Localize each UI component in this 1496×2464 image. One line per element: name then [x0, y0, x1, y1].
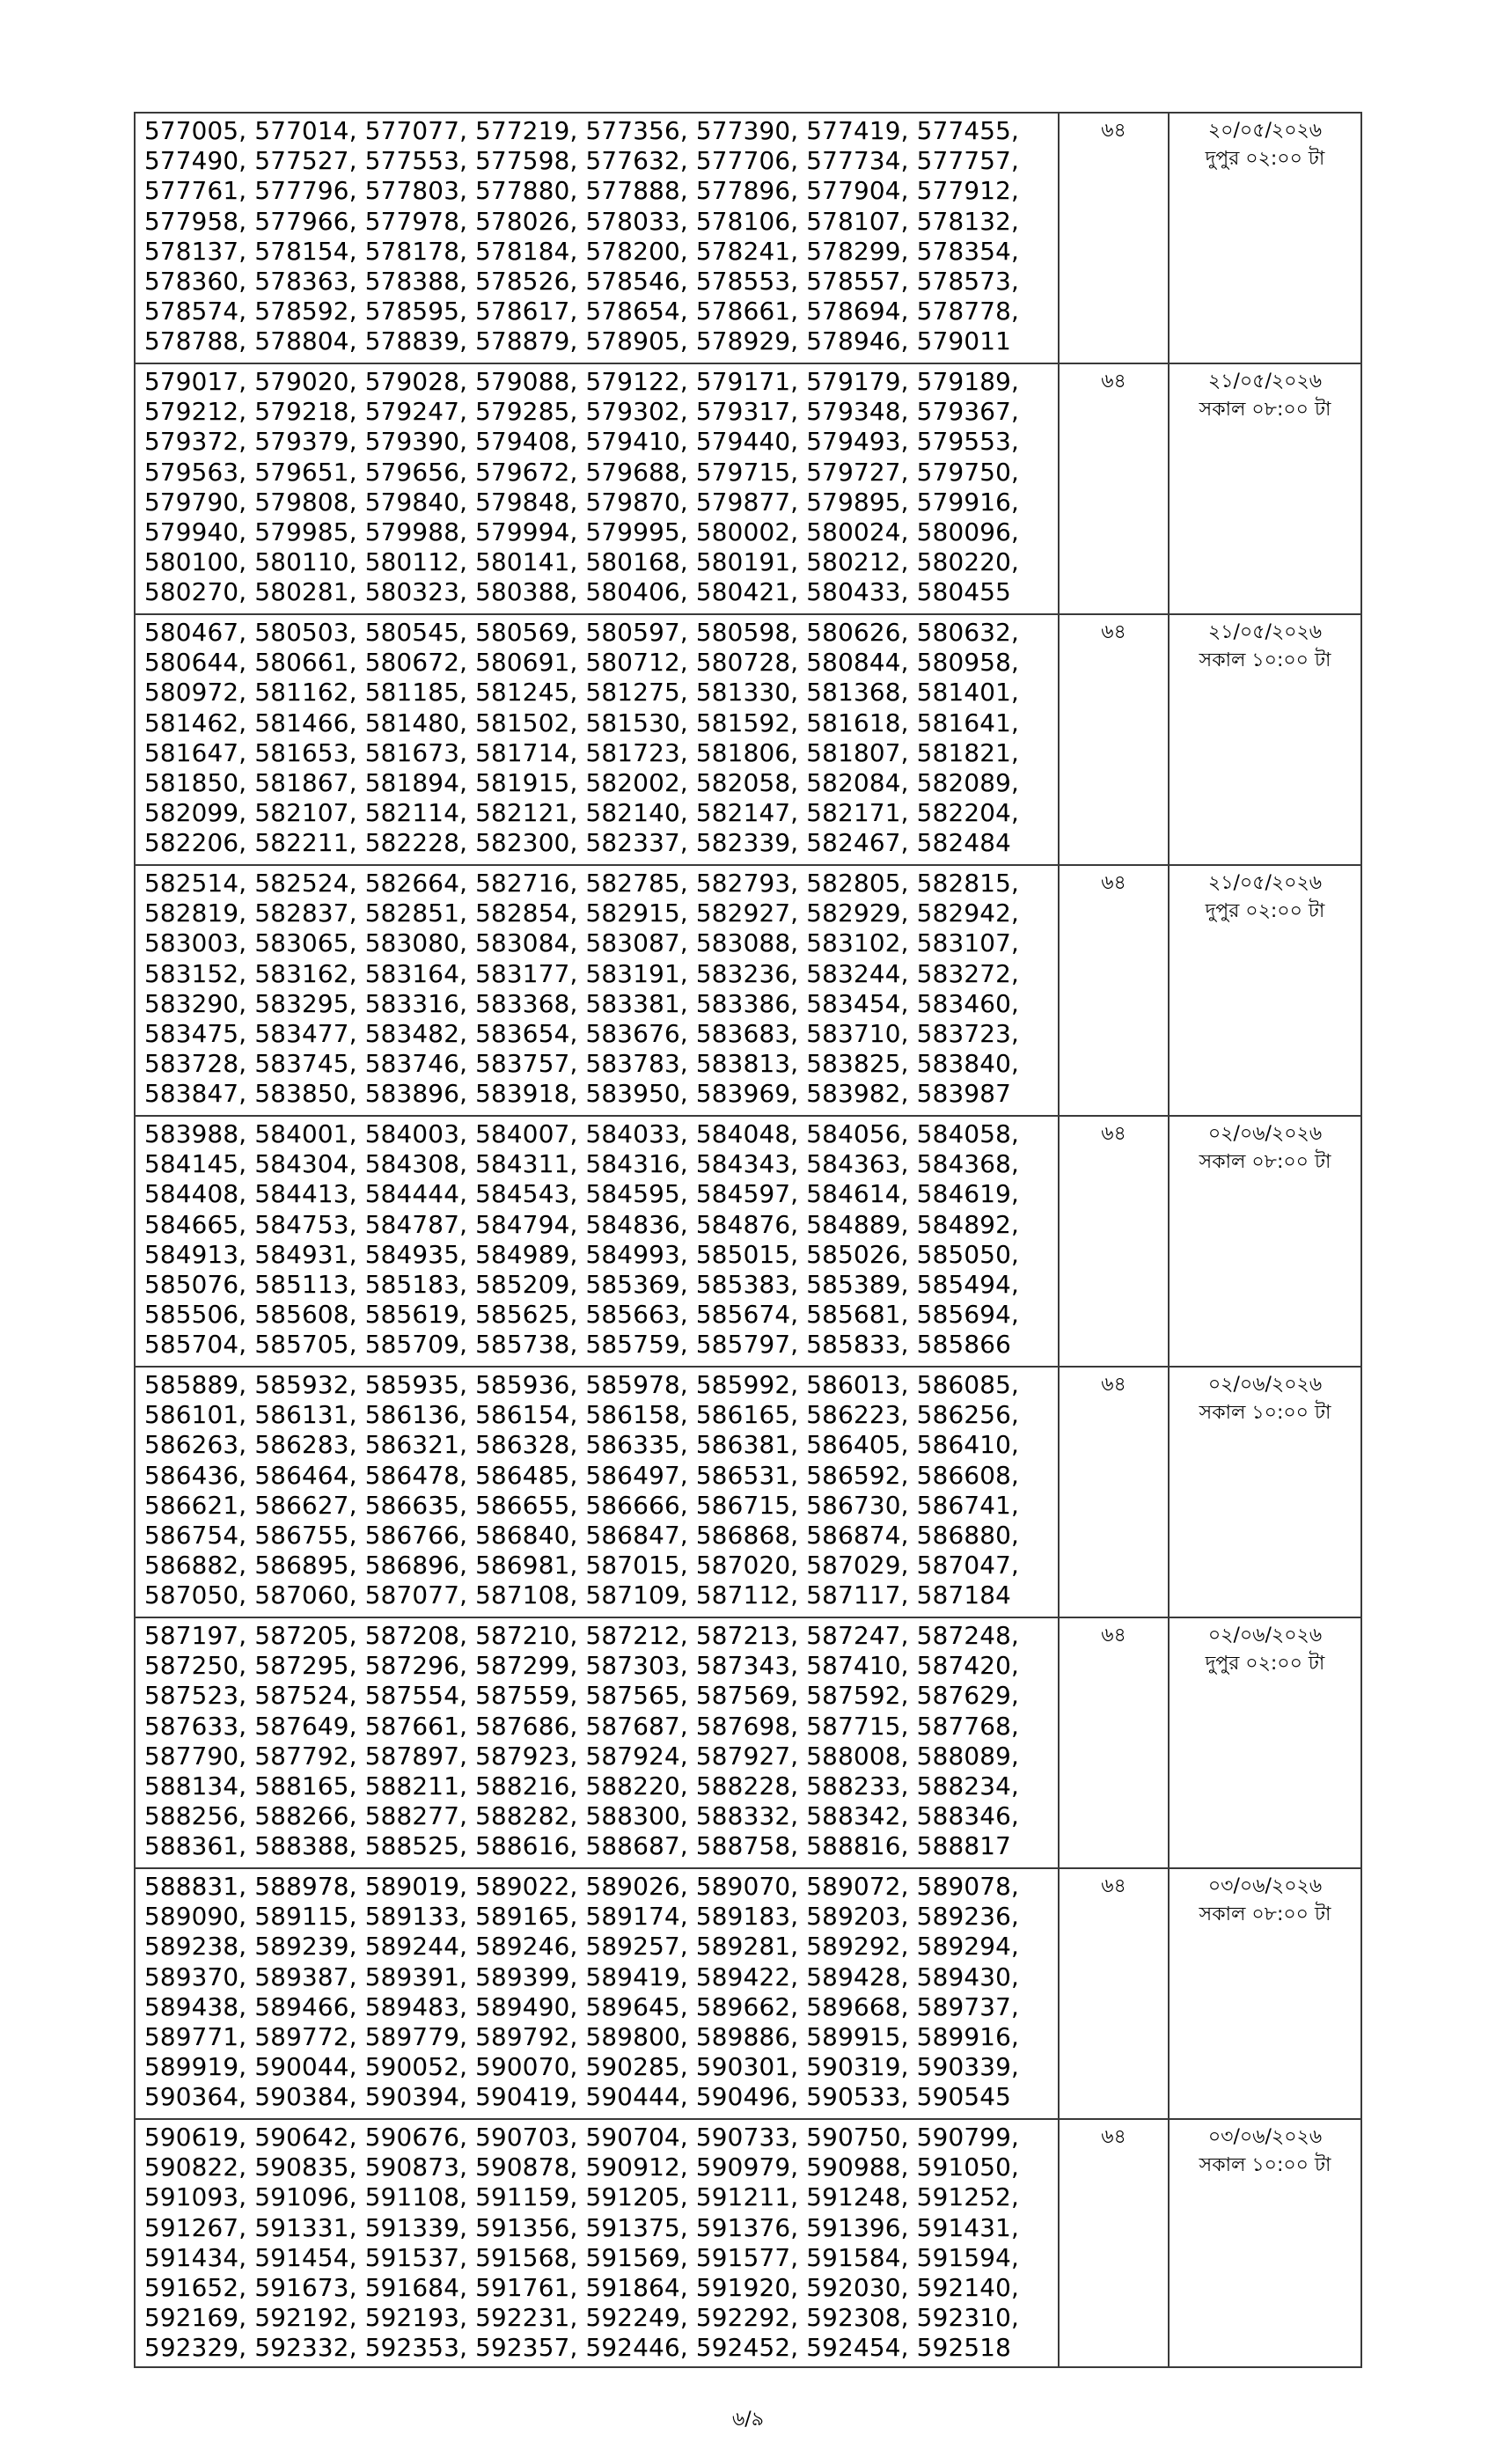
- roll-numbers-cell: [135, 1617, 1059, 1868]
- roll-numbers-cell: [135, 1868, 1059, 2119]
- datetime-cell: [1169, 113, 1361, 363]
- table-row: [135, 1868, 1361, 2119]
- count-cell: [1059, 113, 1169, 363]
- exam-time: সকাল ১০:০০ টা: [1199, 2154, 1331, 2176]
- exam-date: ০২/০৬/২০২৬: [1207, 1123, 1323, 1145]
- datetime-cell: [1169, 614, 1361, 865]
- table-row: [135, 1116, 1361, 1367]
- exam-date: ২১/০৫/২০২৬: [1207, 621, 1323, 643]
- table-row: [135, 614, 1361, 865]
- roll-numbers: 579017, 579020, 579028, 579088, 579122, 579171, 579179, 579189, 579212, 579218, 579247, 579285, 579302, 579317, 579348, 579367, 579372, 579379, 579390, 579408, 579410, 579440, 579493, 579553, 579563, 579651, 579656, 579672, 579688, 579715, 579727, 579750, 579790, 579808, 579840, 579848, 579870, 579877, 579895, 579916, 579940, 579985, 579988, 579994, 579995, 580002, 580024, 580096, 580100, 580110, 580112, 580141, 580168, 580191, 580212, 580220, 580270, 580281, 580323, 580388, 580406, 580421, 580433, 580455: [144, 367, 1020, 607]
- exam-time: সকাল ০৮:০০ টা: [1199, 1151, 1331, 1173]
- roll-numbers-cell: [135, 113, 1059, 363]
- datetime-cell: [1169, 363, 1361, 614]
- roll-numbers: 583988, 584001, 584003, 584007, 584033, 584048, 584056, 584058, 584145, 584304, 584308, 584311, 584316, 584343, 584363, 584368, 584408, 584413, 584444, 584543, 584595, 584597, 584614, 584619, 584665, 584753, 584787, 584794, 584836, 584876, 584889, 584892, 584913, 584931, 584935, 584989, 584993, 585015, 585026, 585050, 585076, 585113, 585183, 585209, 585369, 585383, 585389, 585494, 585506, 585608, 585619, 585625, 585663, 585674, 585681, 585694, 585704, 585705, 585709, 585738, 585759, 585797, 585833, 585866: [144, 1119, 1020, 1360]
- table-row: [135, 2119, 1361, 2367]
- count-cell: [1059, 1868, 1169, 2119]
- candidate-count: ৬৪: [1101, 2126, 1126, 2148]
- candidate-count: ৬৪: [1101, 872, 1126, 894]
- exam-date: ২১/০৫/২০২৬: [1207, 370, 1323, 392]
- count-cell: [1059, 1367, 1169, 1617]
- roll-numbers: 585889, 585932, 585935, 585936, 585978, 585992, 586013, 586085, 586101, 586131, 586136, 586154, 586158, 586165, 586223, 586256, 586263, 586283, 586321, 586328, 586335, 586381, 586405, 586410, 586436, 586464, 586478, 586485, 586497, 586531, 586592, 586608, 586621, 586627, 586635, 586655, 586666, 586715, 586730, 586741, 586754, 586755, 586766, 586840, 586847, 586868, 586874, 586880, 586882, 586895, 586896, 586981, 587015, 587020, 587029, 587047, 587050, 587060, 587077, 587108, 587109, 587112, 587117, 587184: [144, 1370, 1020, 1610]
- exam-time: সকাল ১০:০০ টা: [1199, 1402, 1331, 1424]
- datetime-cell: [1169, 865, 1361, 1116]
- roll-numbers: 582514, 582524, 582664, 582716, 582785, 582793, 582805, 582815, 582819, 582837, 582851, 582854, 582915, 582927, 582929, 582942, 583003, 583065, 583080, 583084, 583087, 583088, 583102, 583107, 583152, 583162, 583164, 583177, 583191, 583236, 583244, 583272, 583290, 583295, 583316, 583368, 583381, 583386, 583454, 583460, 583475, 583477, 583482, 583654, 583676, 583683, 583710, 583723, 583728, 583745, 583746, 583757, 583783, 583813, 583825, 583840, 583847, 583850, 583896, 583918, 583950, 583969, 583982, 583987: [144, 869, 1020, 1109]
- datetime-cell: [1169, 1617, 1361, 1868]
- roll-numbers: 590619, 590642, 590676, 590703, 590704, 590733, 590750, 590799, 590822, 590835, 590873, 590878, 590912, 590979, 590988, 591050, 591093, 591096, 591108, 591159, 591205, 591211, 591248, 591252, 591267, 591331, 591339, 591356, 591375, 591376, 591396, 591431, 591434, 591454, 591537, 591568, 591569, 591577, 591584, 591594, 591652, 591673, 591684, 591761, 591864, 591920, 592030, 592140, 592169, 592192, 592193, 592231, 592249, 592292, 592308, 592310, 592329, 592332, 592353, 592357, 592446, 592452, 592454, 592518: [144, 2123, 1020, 2363]
- candidate-count: ৬৪: [1101, 1624, 1126, 1646]
- datetime-cell: [1169, 1868, 1361, 2119]
- datetime-cell: [1169, 1116, 1361, 1367]
- exam-time: সকাল ০৮:০০ টা: [1199, 1903, 1331, 1925]
- roll-numbers: 580467, 580503, 580545, 580569, 580597, 580598, 580626, 580632, 580644, 580661, 580672, 580691, 580712, 580728, 580844, 580958, 580972, 581162, 581185, 581245, 581275, 581330, 581368, 581401, 581462, 581466, 581480, 581502, 581530, 581592, 581618, 581641, 581647, 581653, 581673, 581714, 581723, 581806, 581807, 581821, 581850, 581867, 581894, 581915, 582002, 582058, 582084, 582089, 582099, 582107, 582114, 582121, 582140, 582147, 582171, 582204, 582206, 582211, 582228, 582300, 582337, 582339, 582467, 582484: [144, 618, 1020, 858]
- table-row: [135, 1367, 1361, 1617]
- table-row: [135, 113, 1361, 363]
- table-row: [135, 865, 1361, 1116]
- roll-numbers: 588831, 588978, 589019, 589022, 589026, 589070, 589072, 589078, 589090, 589115, 589133, 589165, 589174, 589183, 589203, 589236, 589238, 589239, 589244, 589246, 589257, 589281, 589292, 589294, 589370, 589387, 589391, 589399, 589419, 589422, 589428, 589430, 589438, 589466, 589483, 589490, 589645, 589662, 589668, 589737, 589771, 589772, 589779, 589792, 589800, 589886, 589915, 589916, 589919, 590044, 590052, 590070, 590285, 590301, 590319, 590339, 590364, 590384, 590394, 590419, 590444, 590496, 590533, 590545: [144, 1872, 1020, 2112]
- candidate-count: ৬৪: [1101, 1374, 1126, 1396]
- schedule-table: [134, 112, 1362, 2368]
- table-row: [135, 1617, 1361, 1868]
- count-cell: [1059, 614, 1169, 865]
- count-cell: [1059, 1116, 1169, 1367]
- roll-numbers-cell: [135, 2119, 1059, 2367]
- datetime-cell: [1169, 1367, 1361, 1617]
- roll-numbers-cell: [135, 363, 1059, 614]
- exam-date: ২০/০৫/২০২৬: [1207, 120, 1323, 142]
- exam-date: ০৩/০৬/২০২৬: [1207, 2126, 1323, 2148]
- roll-numbers-cell: [135, 1116, 1059, 1367]
- candidate-count: ৬৪: [1101, 1875, 1126, 1897]
- count-cell: [1059, 2119, 1169, 2367]
- page-number: ৬/৯: [732, 2409, 764, 2431]
- exam-date: ২১/০৫/২০২৬: [1207, 872, 1323, 894]
- candidate-count: ৬৪: [1101, 370, 1126, 392]
- roll-numbers: 587197, 587205, 587208, 587210, 587212, 587213, 587247, 587248, 587250, 587295, 587296, 587299, 587303, 587343, 587410, 587420, 587523, 587524, 587554, 587559, 587565, 587569, 587592, 587629, 587633, 587649, 587661, 587686, 587687, 587698, 587715, 587768, 587790, 587792, 587897, 587923, 587924, 587927, 588008, 588089, 588134, 588165, 588211, 588216, 588220, 588228, 588233, 588234, 588256, 588266, 588277, 588282, 588300, 588332, 588342, 588346, 588361, 588388, 588525, 588616, 588687, 588758, 588816, 588817: [144, 1621, 1020, 1861]
- exam-time: সকাল ০৮:০০ টা: [1199, 399, 1331, 421]
- exam-time: দুপুর ০২:০০ টা: [1205, 1653, 1325, 1675]
- exam-date: ০২/০৬/২০২৬: [1207, 1624, 1323, 1646]
- exam-time: দুপুর ০২:০০ টা: [1205, 900, 1325, 922]
- roll-numbers-cell: [135, 614, 1059, 865]
- exam-date: ০৩/০৬/২০২৬: [1207, 1875, 1323, 1897]
- candidate-count: ৬৪: [1101, 621, 1126, 643]
- table-row: [135, 363, 1361, 614]
- count-cell: [1059, 865, 1169, 1116]
- count-cell: [1059, 1617, 1169, 1868]
- exam-date: ০২/০৬/২০২৬: [1207, 1374, 1323, 1396]
- candidate-count: ৬৪: [1101, 120, 1126, 142]
- datetime-cell: [1169, 2119, 1361, 2367]
- exam-time: সকাল ১০:০০ টা: [1199, 649, 1331, 671]
- count-cell: [1059, 363, 1169, 614]
- roll-numbers-cell: [135, 1367, 1059, 1617]
- candidate-count: ৬৪: [1101, 1123, 1126, 1145]
- exam-time: দুপুর ০২:০০ টা: [1205, 148, 1325, 170]
- roll-numbers: 577005, 577014, 577077, 577219, 577356, 577390, 577419, 577455, 577490, 577527, 577553, 577598, 577632, 577706, 577734, 577757, 577761, 577796, 577803, 577880, 577888, 577896, 577904, 577912, 577958, 577966, 577978, 578026, 578033, 578106, 578107, 578132, 578137, 578154, 578178, 578184, 578200, 578241, 578299, 578354, 578360, 578363, 578388, 578526, 578546, 578553, 578557, 578573, 578574, 578592, 578595, 578617, 578654, 578661, 578694, 578778, 578788, 578804, 578839, 578879, 578905, 578929, 578946, 579011: [144, 116, 1020, 356]
- roll-numbers-cell: [135, 865, 1059, 1116]
